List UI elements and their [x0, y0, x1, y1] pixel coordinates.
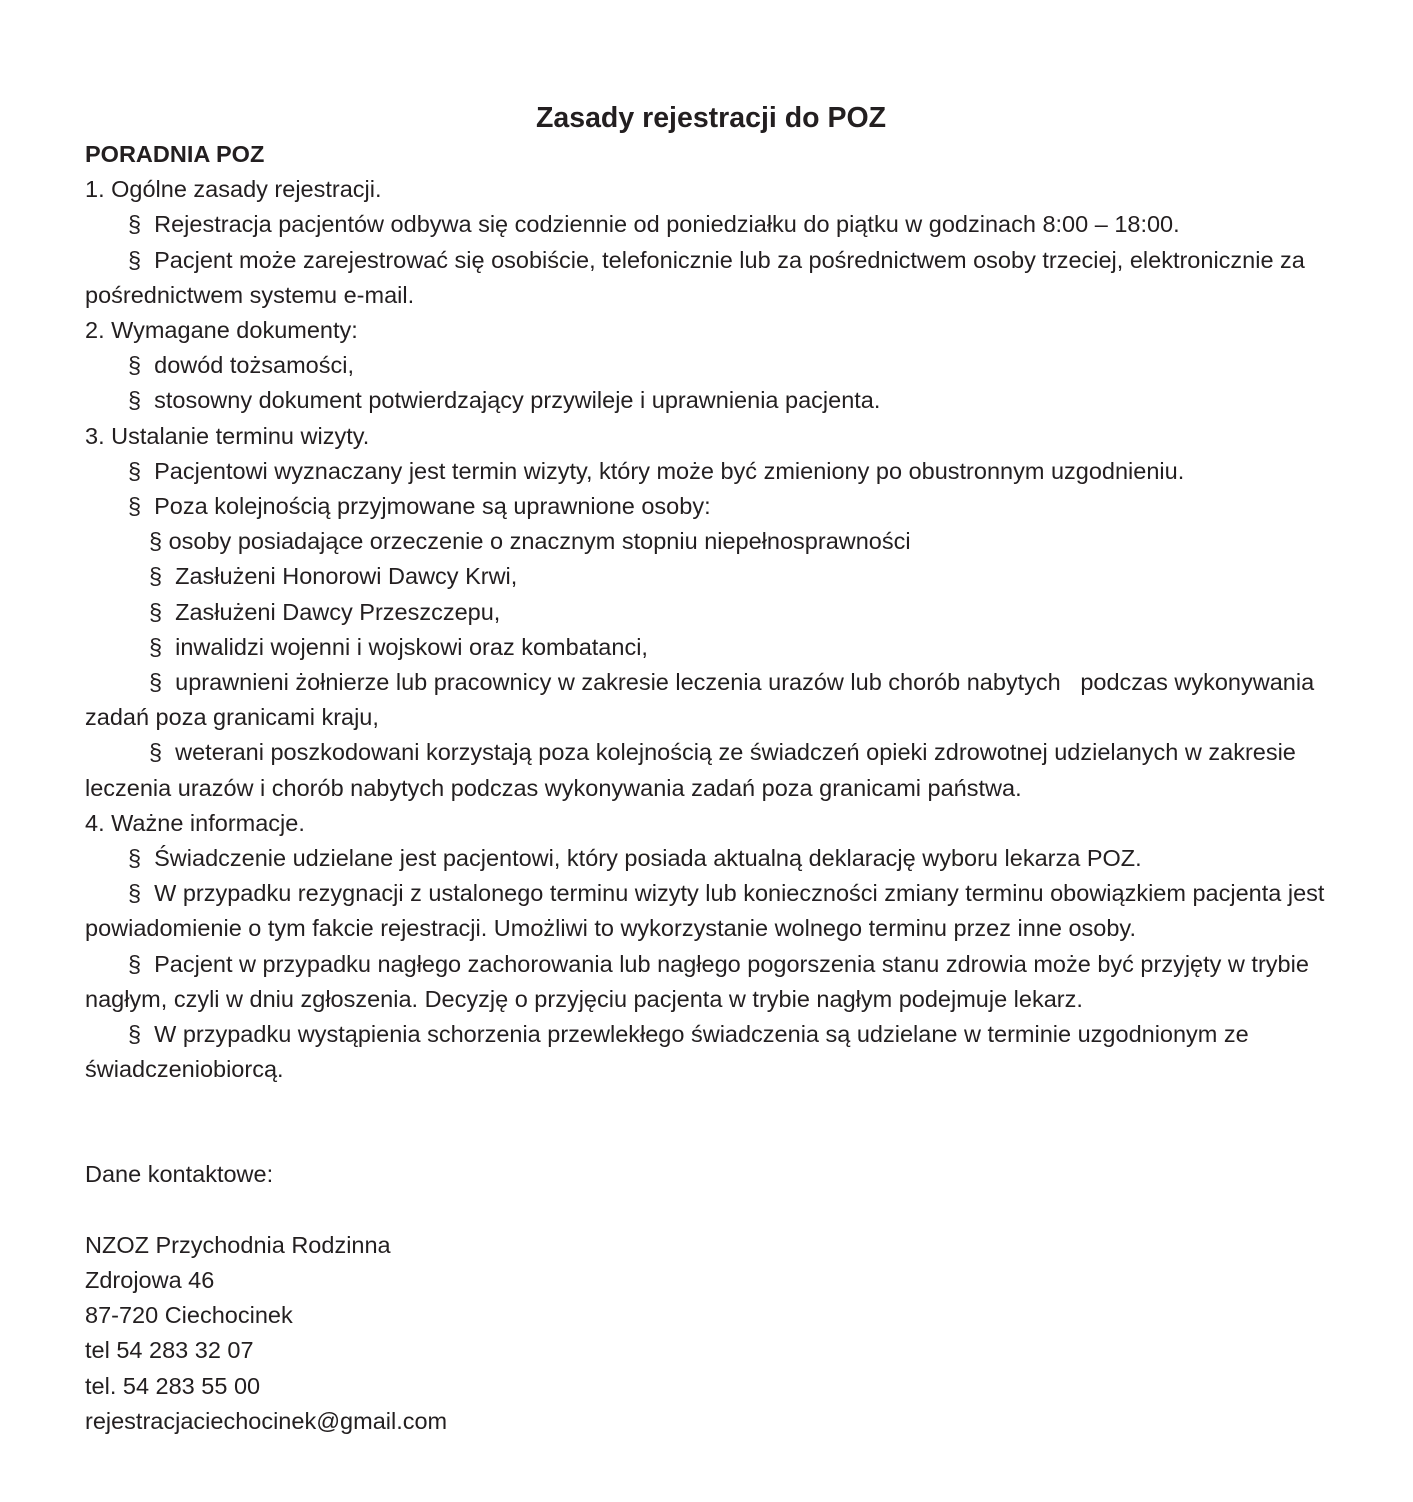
section-heading-3: 3. Ustalanie terminu wizyty.: [85, 422, 370, 449]
contact-city: 87-720 Ciechocinek: [85, 1302, 293, 1329]
sub-list-item: § Zasłużeni Honorowi Dawcy Krwi,: [149, 563, 518, 590]
list-item: § Poza kolejnością przyjmowane są uprawnione osoby:: [128, 493, 711, 520]
list-item: § W przypadku rezygnacji z ustalonego terminu wizyty lub konieczności zmiany terminu obowiązkiem pacjenta jest powiadomienie o tym fakcie rejestracji. Umożliwi to wykorzystanie wolnego terminu przez inne osoby.: [85, 880, 1331, 942]
list-item: § Pacjentowi wyznaczany jest termin wizyty, który może być zmieniony po obustronnym uzgodnieniu.: [128, 457, 1185, 484]
section-heading-1: 1. Ogólne zasady rejestracji.: [85, 176, 382, 203]
spacer: [85, 1087, 1325, 1157]
sub-list-item: § Zasłużeni Dawcy Przeszczepu,: [149, 598, 501, 625]
list-item: § Pacjent może zarejestrować się osobiście, telefonicznie lub za pośrednictwem osoby trzeciej, elektronicznie za pośrednictwem systemu e-mail.: [85, 246, 1312, 308]
contact-name: NZOZ Przychodnia Rodzinna: [85, 1231, 391, 1258]
list-item: § Pacjent w przypadku nagłego zachorowania lub nagłego pogorszenia stanu zdrowia może być przyjęty w trybie nagłym, czyli w dniu zgłoszenia. Decyzję o przyjęciu pacjenta w trybie nagłym podejmuje lekarz.: [85, 950, 1316, 1012]
document-title: Zasady rejestracji do POZ: [535, 102, 887, 134]
sub-list-item: § osoby posiadające orzeczenie o znacznym stopniu niepełnosprawności: [149, 528, 911, 555]
contact-street: Zdrojowa 46: [85, 1266, 215, 1293]
sub-list-item: § uprawnieni żołnierze lub pracownicy w zakresie leczenia urazów lub chorób nabytych podczas wykonywania zadań poza granicami kraju,: [85, 669, 1321, 731]
list-item: § dowód tożsamości,: [128, 352, 354, 379]
list-item: § W przypadku wystąpienia schorzenia przewlekłego świadczenia są udzielane w terminie uzgodnionym ze świadczeniobiorcą.: [85, 1021, 1256, 1083]
contact-phone-1: tel 54 283 32 07: [85, 1337, 254, 1364]
list-item: § Rejestracja pacjentów odbywa się codziennie od poniedziałku do piątku w godzinach 8:00 – 18:00.: [128, 211, 1180, 238]
list-item: § stosowny dokument potwierdzający przywileje i uprawnienia pacjenta.: [128, 387, 881, 414]
sub-list-item: § inwalidzi wojenni i wojskowi oraz kombatanci,: [149, 633, 648, 660]
contact-label: Dane kontaktowe:: [85, 1161, 274, 1188]
list-item: § Świadczenie udzielane jest pacjentowi, który posiada aktualną deklarację wyboru lekarza POZ.: [128, 845, 1142, 872]
spacer: [85, 1193, 1325, 1228]
department-heading: PORADNIA POZ: [85, 141, 265, 167]
sub-list-item: § weterani poszkodowani korzystają poza kolejnością ze świadczeń opieki zdrowotnej udzielanych w zakresie leczenia urazów i chorób nabytych podczas wykonywania zadań poza granicami państwa.: [85, 739, 1303, 801]
contact-phone-2: tel. 54 283 55 00: [85, 1372, 261, 1399]
contact-email: rejestracjaciechocinek@gmail.com: [85, 1407, 448, 1434]
section-heading-2: 2. Wymagane dokumenty:: [85, 317, 358, 344]
section-heading-4: 4. Ważne informacje.: [85, 809, 305, 836]
document-content: [85, 100, 1331, 1439]
